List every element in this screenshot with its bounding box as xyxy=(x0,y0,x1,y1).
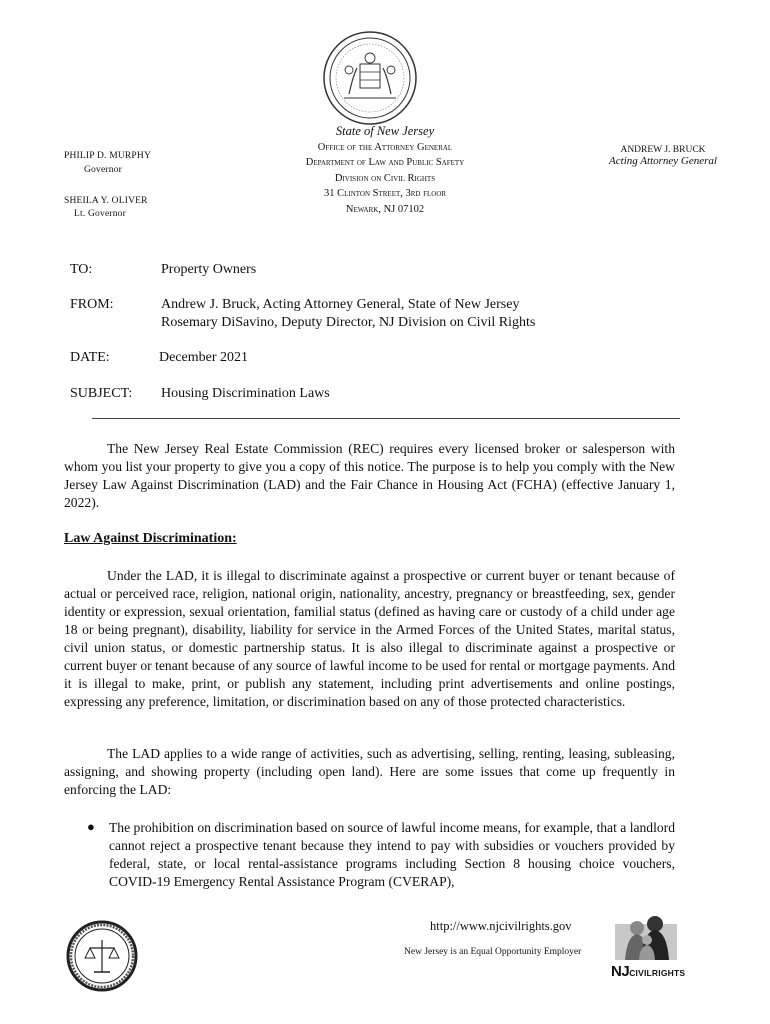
office-line: Division on Civil Rights xyxy=(334,172,436,184)
date-label: DATE: xyxy=(70,350,110,365)
date-value: December 2021 xyxy=(159,350,249,365)
from-value-1: Andrew J. Bruck, Acting Attorney General, State of New Jersey xyxy=(161,297,520,312)
intro-paragraph: The New Jersey Real Estate Commission (REC) requires every licensed broker or salesperson with whom you list your property to give you a copy of this notice. The purpose is to help you comply with the New Jersey Law Against Discrimination (LAD) and the Fair Chance in Housing Act (FCHA) (effective January 1, 2022). xyxy=(64,441,675,510)
bullet-icon: ● xyxy=(87,819,95,834)
subject-value: Housing Discrimination Laws xyxy=(161,386,330,401)
governor-title: Governor xyxy=(84,165,123,175)
state-seal-icon xyxy=(322,30,418,126)
logo-nj: NJ xyxy=(611,963,630,980)
header-divider xyxy=(92,418,680,419)
from-value-2: Rosemary DiSavino, Deputy Director, NJ Division on Civil Rights xyxy=(161,315,536,330)
eoe-statement: New Jersey is an Equal Opportunity Employer xyxy=(404,947,582,957)
logo-rights: RIGHTS xyxy=(651,968,686,978)
state-name: State of New Jersey xyxy=(335,124,435,138)
letterhead-center xyxy=(230,124,540,217)
logo-civil: CIVIL xyxy=(629,968,652,978)
office-line: Department of Law and Public Safety xyxy=(305,157,465,168)
office-line: Newark, NJ 07102 xyxy=(345,203,425,215)
bullet-item: The prohibition on discrimination based on source of lawful income means, for example, that a landlord cannot reject a prospective tenant because they intend to pay with subsidies or vouchers provided by federal, state, or local rental-assistance programs including Section 8 housing choice vouchers, COVID-19 Emergency Rental Assistance Program (CVERAP), xyxy=(109,820,675,889)
lt-governor-title: Lt. Governor xyxy=(74,209,126,219)
lad-paragraph: Under the LAD, it is illegal to discriminate against a prospective or current buyer or tenant because of actual or perceived race, religion, national origin, nationality, ancestry, pregnancy or breastfeeding, sex, gender identity or expression, sexual orientation, familial status (defined as having care or custody of a child under age 18 or being pregnant), disability, liability for service in the Armed Forces of the United States, marital status, civil union status, or domestic partnership status. It is also illegal to discriminate against a prospective or current buyer or tenant because of any source of lawful income to be used for rental or mortgage payments. And it is illegal to make, print, or publish any statement, including print advertisements and online postings, expressing any preference, limitation, or discrimination based on any of those protected characteristics. xyxy=(64,568,675,709)
attorney-general-seal-icon xyxy=(66,920,138,992)
governor-name: PHILIP D. MURPHY xyxy=(64,151,152,161)
lt-governor-name: SHEILA Y. OLIVER xyxy=(64,196,148,206)
to-value: Property Owners xyxy=(161,262,257,277)
office-line: Office of the Attorney General xyxy=(317,141,453,153)
letterhead-right xyxy=(588,145,738,167)
office-line: 31 Clinton Street, 3rd floor xyxy=(323,188,447,199)
nj-civil-rights-wordmark xyxy=(611,963,685,980)
ag-title: Acting Attorney General xyxy=(609,155,717,167)
section-heading: Law Against Discrimination: xyxy=(64,531,237,546)
subject-label: SUBJECT: xyxy=(70,386,133,401)
ag-name: ANDREW J. BRUCK xyxy=(620,145,706,155)
lad-scope-paragraph: The LAD applies to a wide range of activities, such as advertising, selling, renting, leasing, subleasing, assigning, and showing property (including open land). Here are some issues that come up frequently in enforcing the LAD: xyxy=(64,746,675,797)
to-label: TO: xyxy=(70,262,93,277)
website-link[interactable]: http://www.njcivilrights.gov xyxy=(430,919,572,933)
from-label: FROM: xyxy=(70,297,114,312)
